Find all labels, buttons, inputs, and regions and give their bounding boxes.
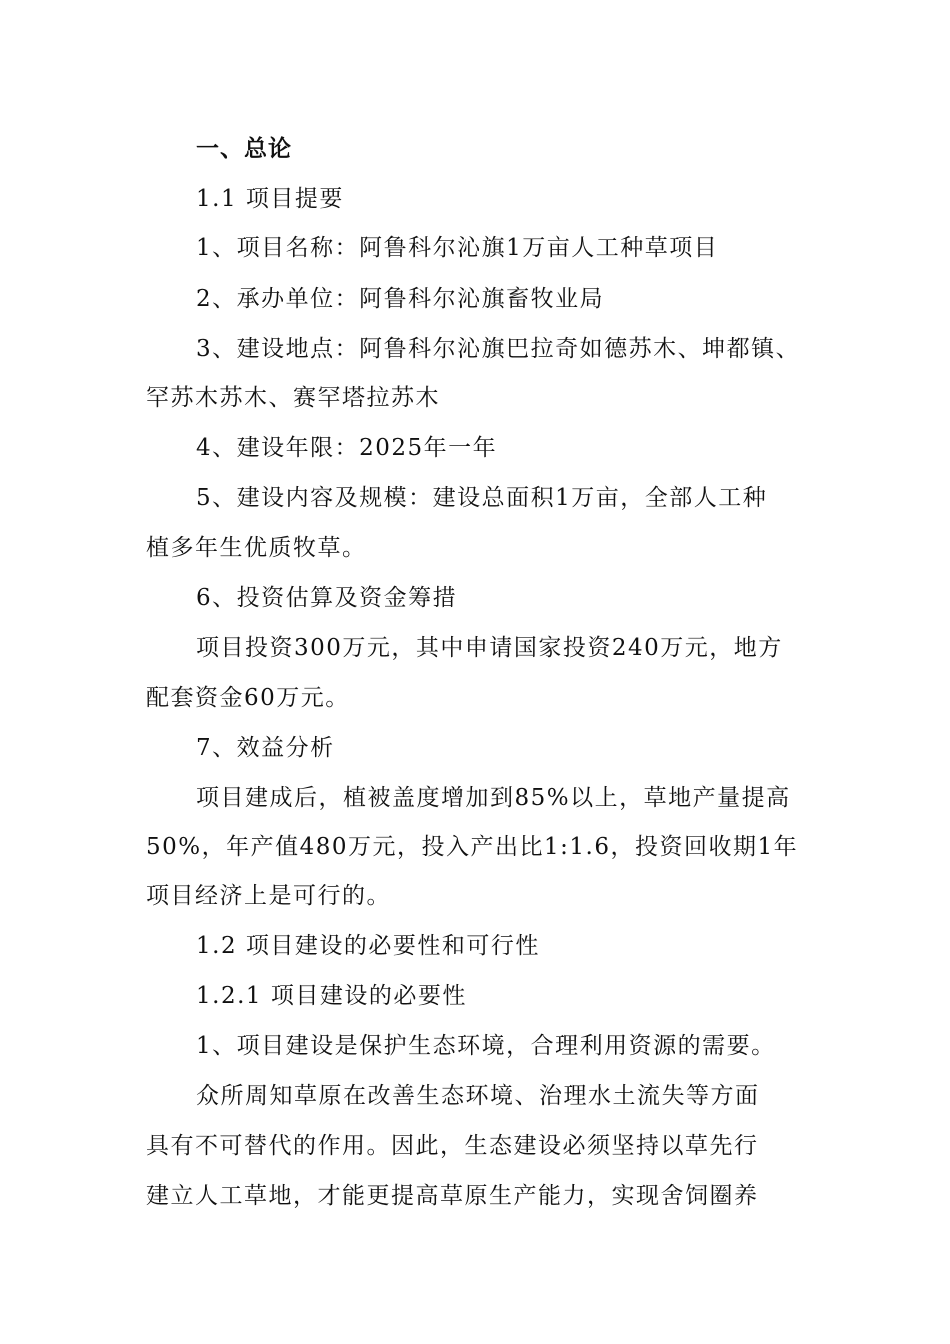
- benefit-heading: 7、效益分析: [196, 735, 335, 761]
- location-line-2: 罕苏木苏木、赛罕塔拉苏木: [146, 385, 440, 411]
- construction-period-line: 4、建设年限：2025年一年: [196, 435, 498, 461]
- section-title-1-2: 1.2 项目建设的必要性和可行性: [196, 933, 540, 959]
- benefit-line-1: 项目建成后，植被盖度增加到85%以上，草地产量提高: [196, 785, 791, 811]
- paragraph-line-2: 具有不可替代的作用。因此，生态建设必须坚持以草先行: [146, 1133, 759, 1159]
- chapter-heading: 一、总论: [196, 136, 292, 162]
- organizer-line: 2、承办单位：阿鲁科尔沁旗畜牧业局: [196, 286, 605, 312]
- paragraph-line-3: 建立人工草地，才能更提高草原生产能力，实现舍饲圈养: [146, 1183, 759, 1209]
- benefit-line-3: 项目经济上是可行的。: [146, 883, 391, 909]
- investment-heading: 6、投资估算及资金筹措: [196, 585, 458, 611]
- section-title-1-2-1: 1.2.1 项目建设的必要性: [196, 983, 467, 1009]
- project-name-line: 1、项目名称：阿鲁科尔沁旗1万亩人工种草项目: [196, 235, 719, 261]
- benefit-line-2: 50%，年产值480万元，投入产出比1:1.6，投资回收期1年: [146, 834, 799, 860]
- investment-line-1: 项目投资300万元，其中申请国家投资240万元，地方: [196, 635, 783, 661]
- necessity-line: 1、项目建设是保护生态环境，合理利用资源的需要。: [196, 1033, 776, 1059]
- scope-line-1: 5、建设内容及规模：建设总面积1万亩，全部人工种: [196, 485, 768, 511]
- investment-line-2: 配套资金60万元。: [146, 685, 350, 711]
- location-line-1: 3、建设地点：阿鲁科尔沁旗巴拉奇如德苏木、坤都镇、: [196, 336, 801, 362]
- paragraph-line-1: 众所周知草原在改善生态环境、治理水土流失等方面: [196, 1083, 760, 1109]
- scope-line-2: 植多年生优质牧草。: [146, 535, 367, 561]
- section-title-1-1: 1.1 项目提要: [196, 186, 344, 212]
